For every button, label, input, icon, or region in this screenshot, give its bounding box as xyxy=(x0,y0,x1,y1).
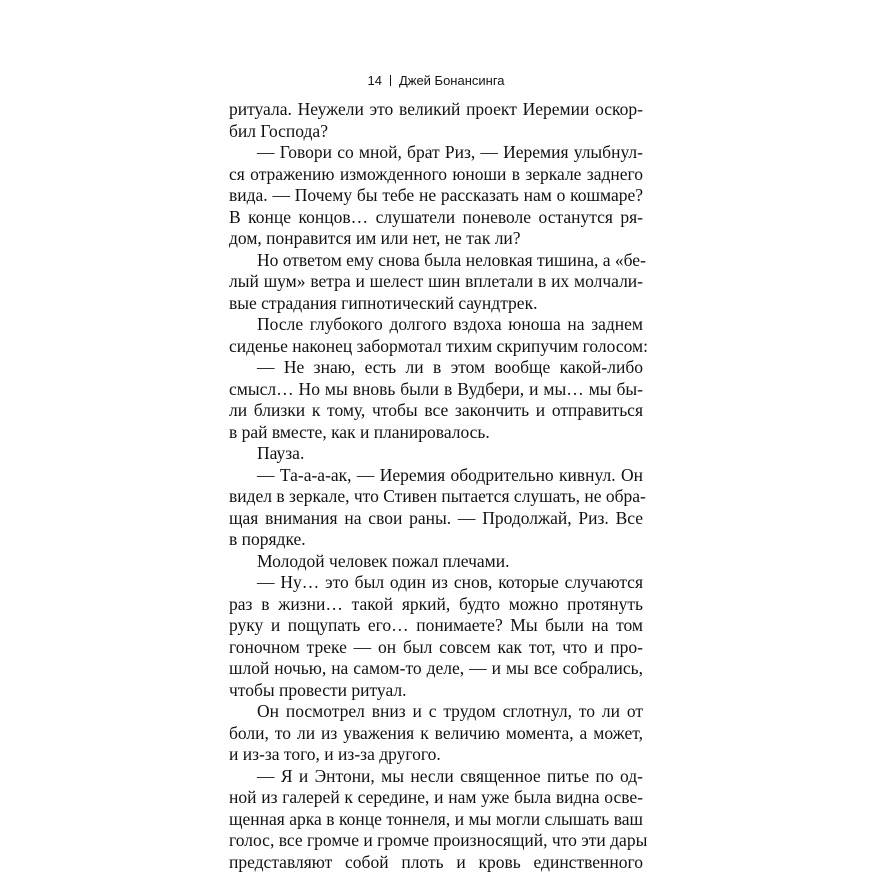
text-line: раз в жизни… такой яркий, будто можно протянуть xyxy=(229,594,643,616)
text-line: представляют собой плоть и кровь единственного xyxy=(229,852,643,873)
text-line: гоночном треке — он был совсем как тот, что и про- xyxy=(229,637,643,659)
text-line: ритуала. Неужели это великий проект Иеремии оскор- xyxy=(229,99,643,121)
text-line: в рай вместе, как и планировалось. xyxy=(229,422,643,444)
header-separator xyxy=(390,75,391,86)
page-number: 14 xyxy=(367,73,381,88)
text-line: — Ну… это был один из снов, которые случаются xyxy=(229,572,643,594)
text-line: лый шум» ветра и шелест шин вплетали в их молчали- xyxy=(229,271,643,293)
body-text xyxy=(229,99,643,873)
text-line: Он посмотрел вниз и с трудом сглотнул, то ли от xyxy=(229,701,643,723)
text-line: — Я и Энтони, мы несли священное питье по од- xyxy=(229,766,643,788)
text-line: руку и пощупать его… понимаете? Мы были на том xyxy=(229,615,643,637)
author-name: Джей Бонансинга xyxy=(399,73,505,88)
text-line: сиденье наконец забормотал тихим скрипучим голосом: xyxy=(229,336,643,358)
text-line: Молодой человек пожал плечами. xyxy=(229,551,643,573)
text-line: щенная арка в конце тоннеля, и мы могли слышать ваш xyxy=(229,809,643,831)
text-line: После глубокого долгого вздоха юноша на заднем xyxy=(229,314,643,336)
text-line: ли близки к тому, чтобы все закончить и отправиться xyxy=(229,400,643,422)
text-line: бил Господа? xyxy=(229,121,643,143)
text-line: ся отражению изможденного юноши в зеркале заднего xyxy=(229,164,643,186)
text-line: боли, то ли из уважения к величию момента, а может, xyxy=(229,723,643,745)
text-line: и из-за того, и из-за другого. xyxy=(229,744,643,766)
running-head xyxy=(229,72,643,90)
text-line: голос, все громче и громче произносящий, что эти дары xyxy=(229,830,643,852)
text-line: вида. — Почему бы тебе не рассказать нам о кошмаре? xyxy=(229,185,643,207)
text-line: щая внимания на свои раны. — Продолжай, Риз. Все xyxy=(229,508,643,530)
text-line: смысл… Но мы вновь были в Вудбери, и мы… мы бы- xyxy=(229,379,643,401)
text-line: чтобы провести ритуал. xyxy=(229,680,643,702)
text-line: Но ответом ему снова была неловкая тишина, а «бе- xyxy=(229,250,643,272)
text-line: — Не знаю, есть ли в этом вообще какой-либо xyxy=(229,357,643,379)
text-line: дом, понравится им или нет, не так ли? xyxy=(229,228,643,250)
text-line: — Говори со мной, брат Риз, — Иеремия улыбнул- xyxy=(229,142,643,164)
text-line: видел в зеркале, что Стивен пытается слушать, не обра- xyxy=(229,486,643,508)
text-line: — Та-а-а-ак, — Иеремия ободрительно кивнул. Он xyxy=(229,465,643,487)
text-line: в порядке. xyxy=(229,529,643,551)
text-line: Пауза. xyxy=(229,443,643,465)
text-line: вые страдания гипнотический саундтрек. xyxy=(229,293,643,315)
text-line: ной из галерей к середине, и нам уже была видна осве- xyxy=(229,787,643,809)
text-line: шлой ночью, на самом-то деле, — и мы все собрались, xyxy=(229,658,643,680)
text-line: В конце концов… слушатели поневоле останутся ря- xyxy=(229,207,643,229)
